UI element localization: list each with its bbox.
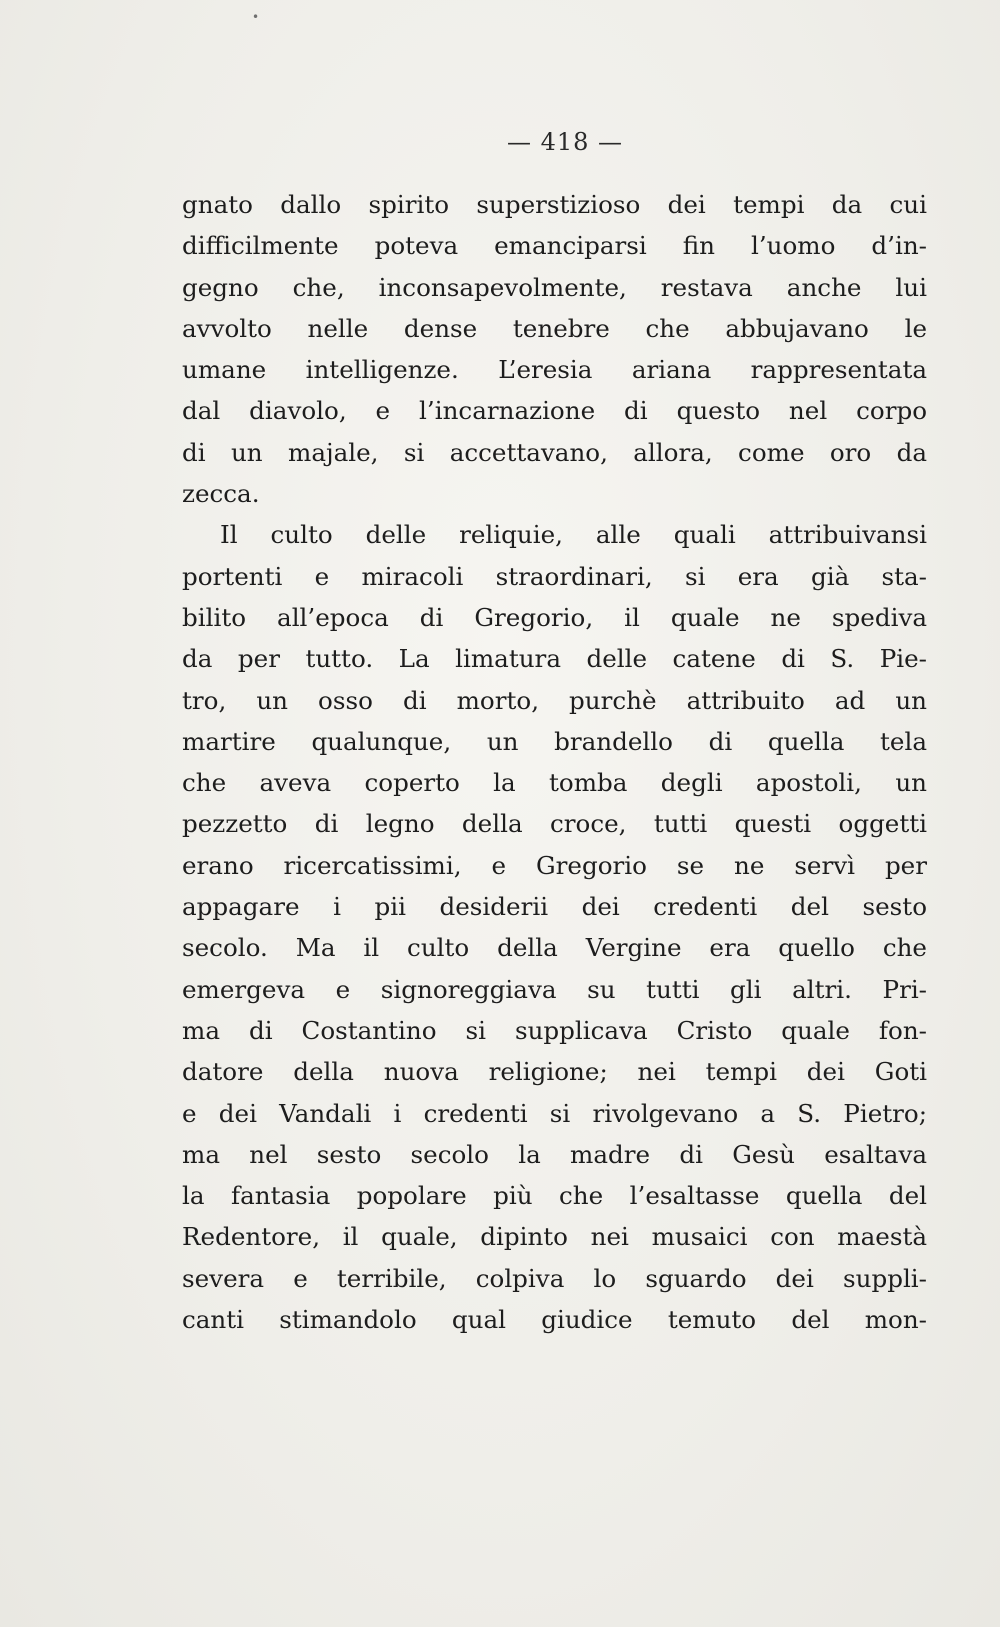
text-line: ma di Costantino si supplicava Cristo quale fon-	[182, 1015, 927, 1045]
text-line: dal diavolo, e l’incarnazione di questo nel corpo	[182, 396, 927, 426]
text-line: canti stimandolo qual giudice temuto del mon-	[182, 1305, 927, 1335]
text-line: severa e terribile, colpiva lo sguardo dei suppli-	[182, 1263, 927, 1293]
text-line: datore della nuova religione; nei tempi dei Goti	[182, 1057, 927, 1087]
text-line: zecca.	[182, 479, 260, 509]
text-line: Redentore, il quale, dipinto nei musaici con maestà	[182, 1222, 927, 1252]
text-line: di un majale, si accettavano, allora, come oro da	[182, 437, 927, 467]
text-line: Il culto delle reliquie, alle quali attribuivansi	[220, 520, 927, 550]
text-line: avvolto nelle dense tenebre che abbujavano le	[182, 313, 927, 343]
text-line: la fantasia popolare più che l’esaltasse quella del	[182, 1181, 927, 1211]
text-line: che aveva coperto la tomba degli apostoli, un	[182, 768, 927, 798]
body-text	[182, 184, 927, 1340]
text-line: umane intelligenze. L’eresia ariana rappresentata	[182, 355, 927, 385]
text-line: tro, un osso di morto, purchè attribuito ad un	[182, 685, 927, 715]
text-line: portenti e miracoli straordinari, si era già sta-	[182, 561, 927, 591]
text-line: ma nel sesto secolo la madre di Gesù esaltava	[182, 1139, 927, 1169]
text-line: da per tutto. La limatura delle catene di S. Pie-	[182, 644, 927, 674]
text-line: bilito all’epoca di Gregorio, il quale ne spediva	[182, 602, 927, 632]
text-line: gnato dallo spirito superstizioso dei tempi da cui	[182, 190, 927, 219]
text-line: gegno che, inconsapevolmente, restava anche lui	[182, 272, 927, 302]
text-line: secolo. Ma il culto della Vergine era quello che	[182, 933, 927, 963]
text-line: difficilmente poteva emanciparsi fin l’uomo d’in-	[182, 231, 927, 261]
text-line: pezzetto di legno della croce, tutti questi oggetti	[182, 809, 927, 839]
text-line: martire qualunque, un brandello di quella tela	[182, 726, 927, 756]
text-line: e dei Vandali i credenti si rivolgevano a S. Pietro;	[182, 1098, 927, 1128]
speck-mark: •	[252, 10, 260, 24]
text-line: erano ricercatissimi, e Gregorio se ne servì per	[182, 850, 927, 880]
text-line: emergeva e signoreggiava su tutti gli altri. Pri-	[182, 974, 927, 1004]
page-number: — 418 —	[506, 128, 624, 156]
text-line: appagare i pii desiderii dei credenti del sesto	[182, 892, 927, 922]
